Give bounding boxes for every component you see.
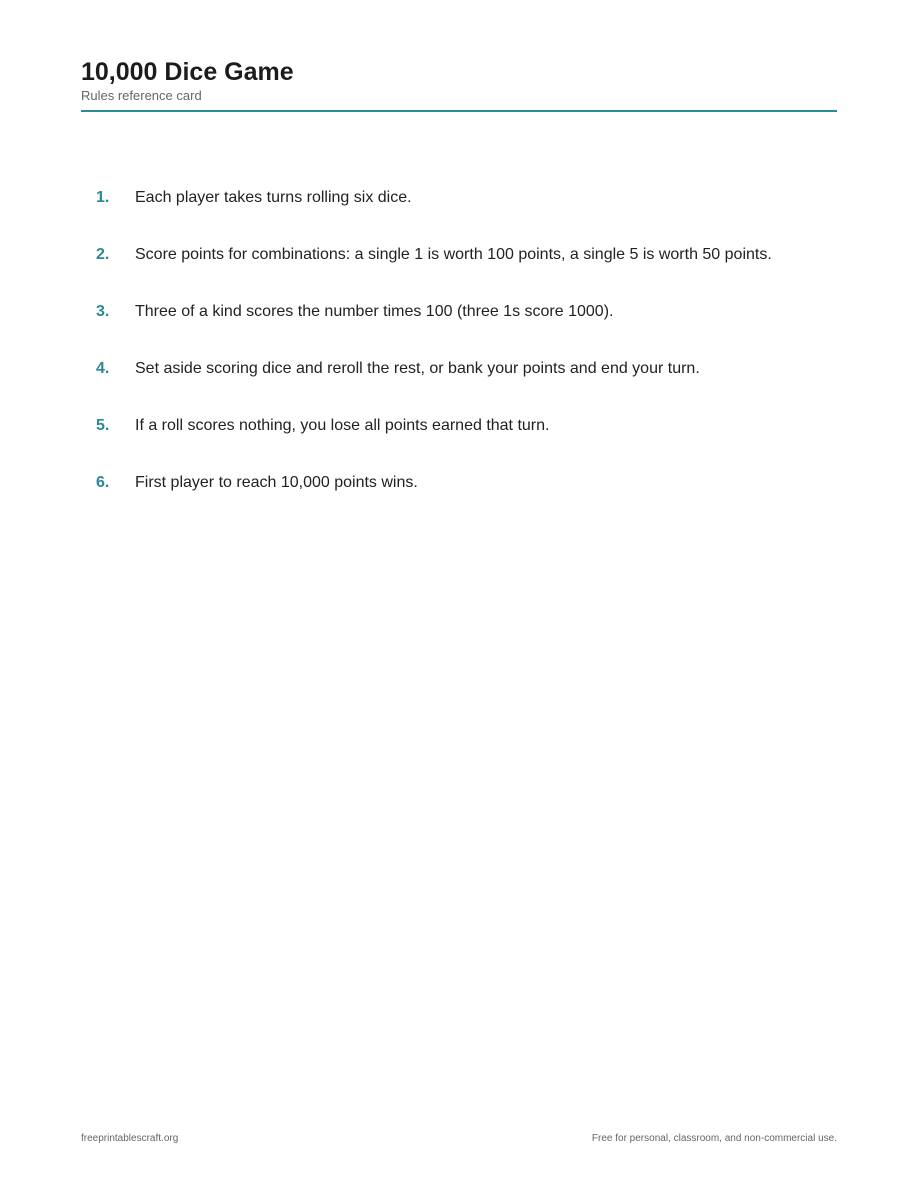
rule-item	[96, 471, 816, 495]
rules-list	[96, 186, 816, 528]
rule-number: 3.	[96, 303, 110, 320]
footer-site: freeprintablescraft.org	[81, 1133, 179, 1144]
rule-item	[96, 357, 816, 381]
rule-item	[96, 186, 816, 210]
rule-item	[96, 243, 816, 267]
footer-license: Free for personal, classroom, and non-commercial use.	[591, 1133, 837, 1144]
rule-number: 2.	[96, 246, 110, 263]
rule-number: 1.	[96, 189, 110, 206]
page-title: 10,000 Dice Game	[81, 58, 294, 86]
rule-item	[96, 414, 816, 438]
rule-text: First player to reach 10,000 points wins.	[135, 474, 418, 491]
page-subtitle: Rules reference card	[81, 88, 202, 103]
page-header	[81, 56, 837, 112]
rule-item	[96, 300, 816, 324]
rule-text: If a roll scores nothing, you lose all points earned that turn.	[135, 417, 550, 434]
rule-text: Score points for combinations: a single 1 is worth 100 points, a single 5 is worth 50 points.	[135, 246, 772, 263]
rule-number: 6.	[96, 474, 110, 491]
rule-number: 5.	[96, 417, 110, 434]
rule-text: Each player takes turns rolling six dice.	[135, 189, 412, 206]
rule-number: 4.	[96, 360, 110, 377]
rule-text: Three of a kind scores the number times 100 (three 1s score 1000).	[135, 303, 614, 320]
rule-text: Set aside scoring dice and reroll the rest, or bank your points and end your turn.	[135, 360, 700, 377]
